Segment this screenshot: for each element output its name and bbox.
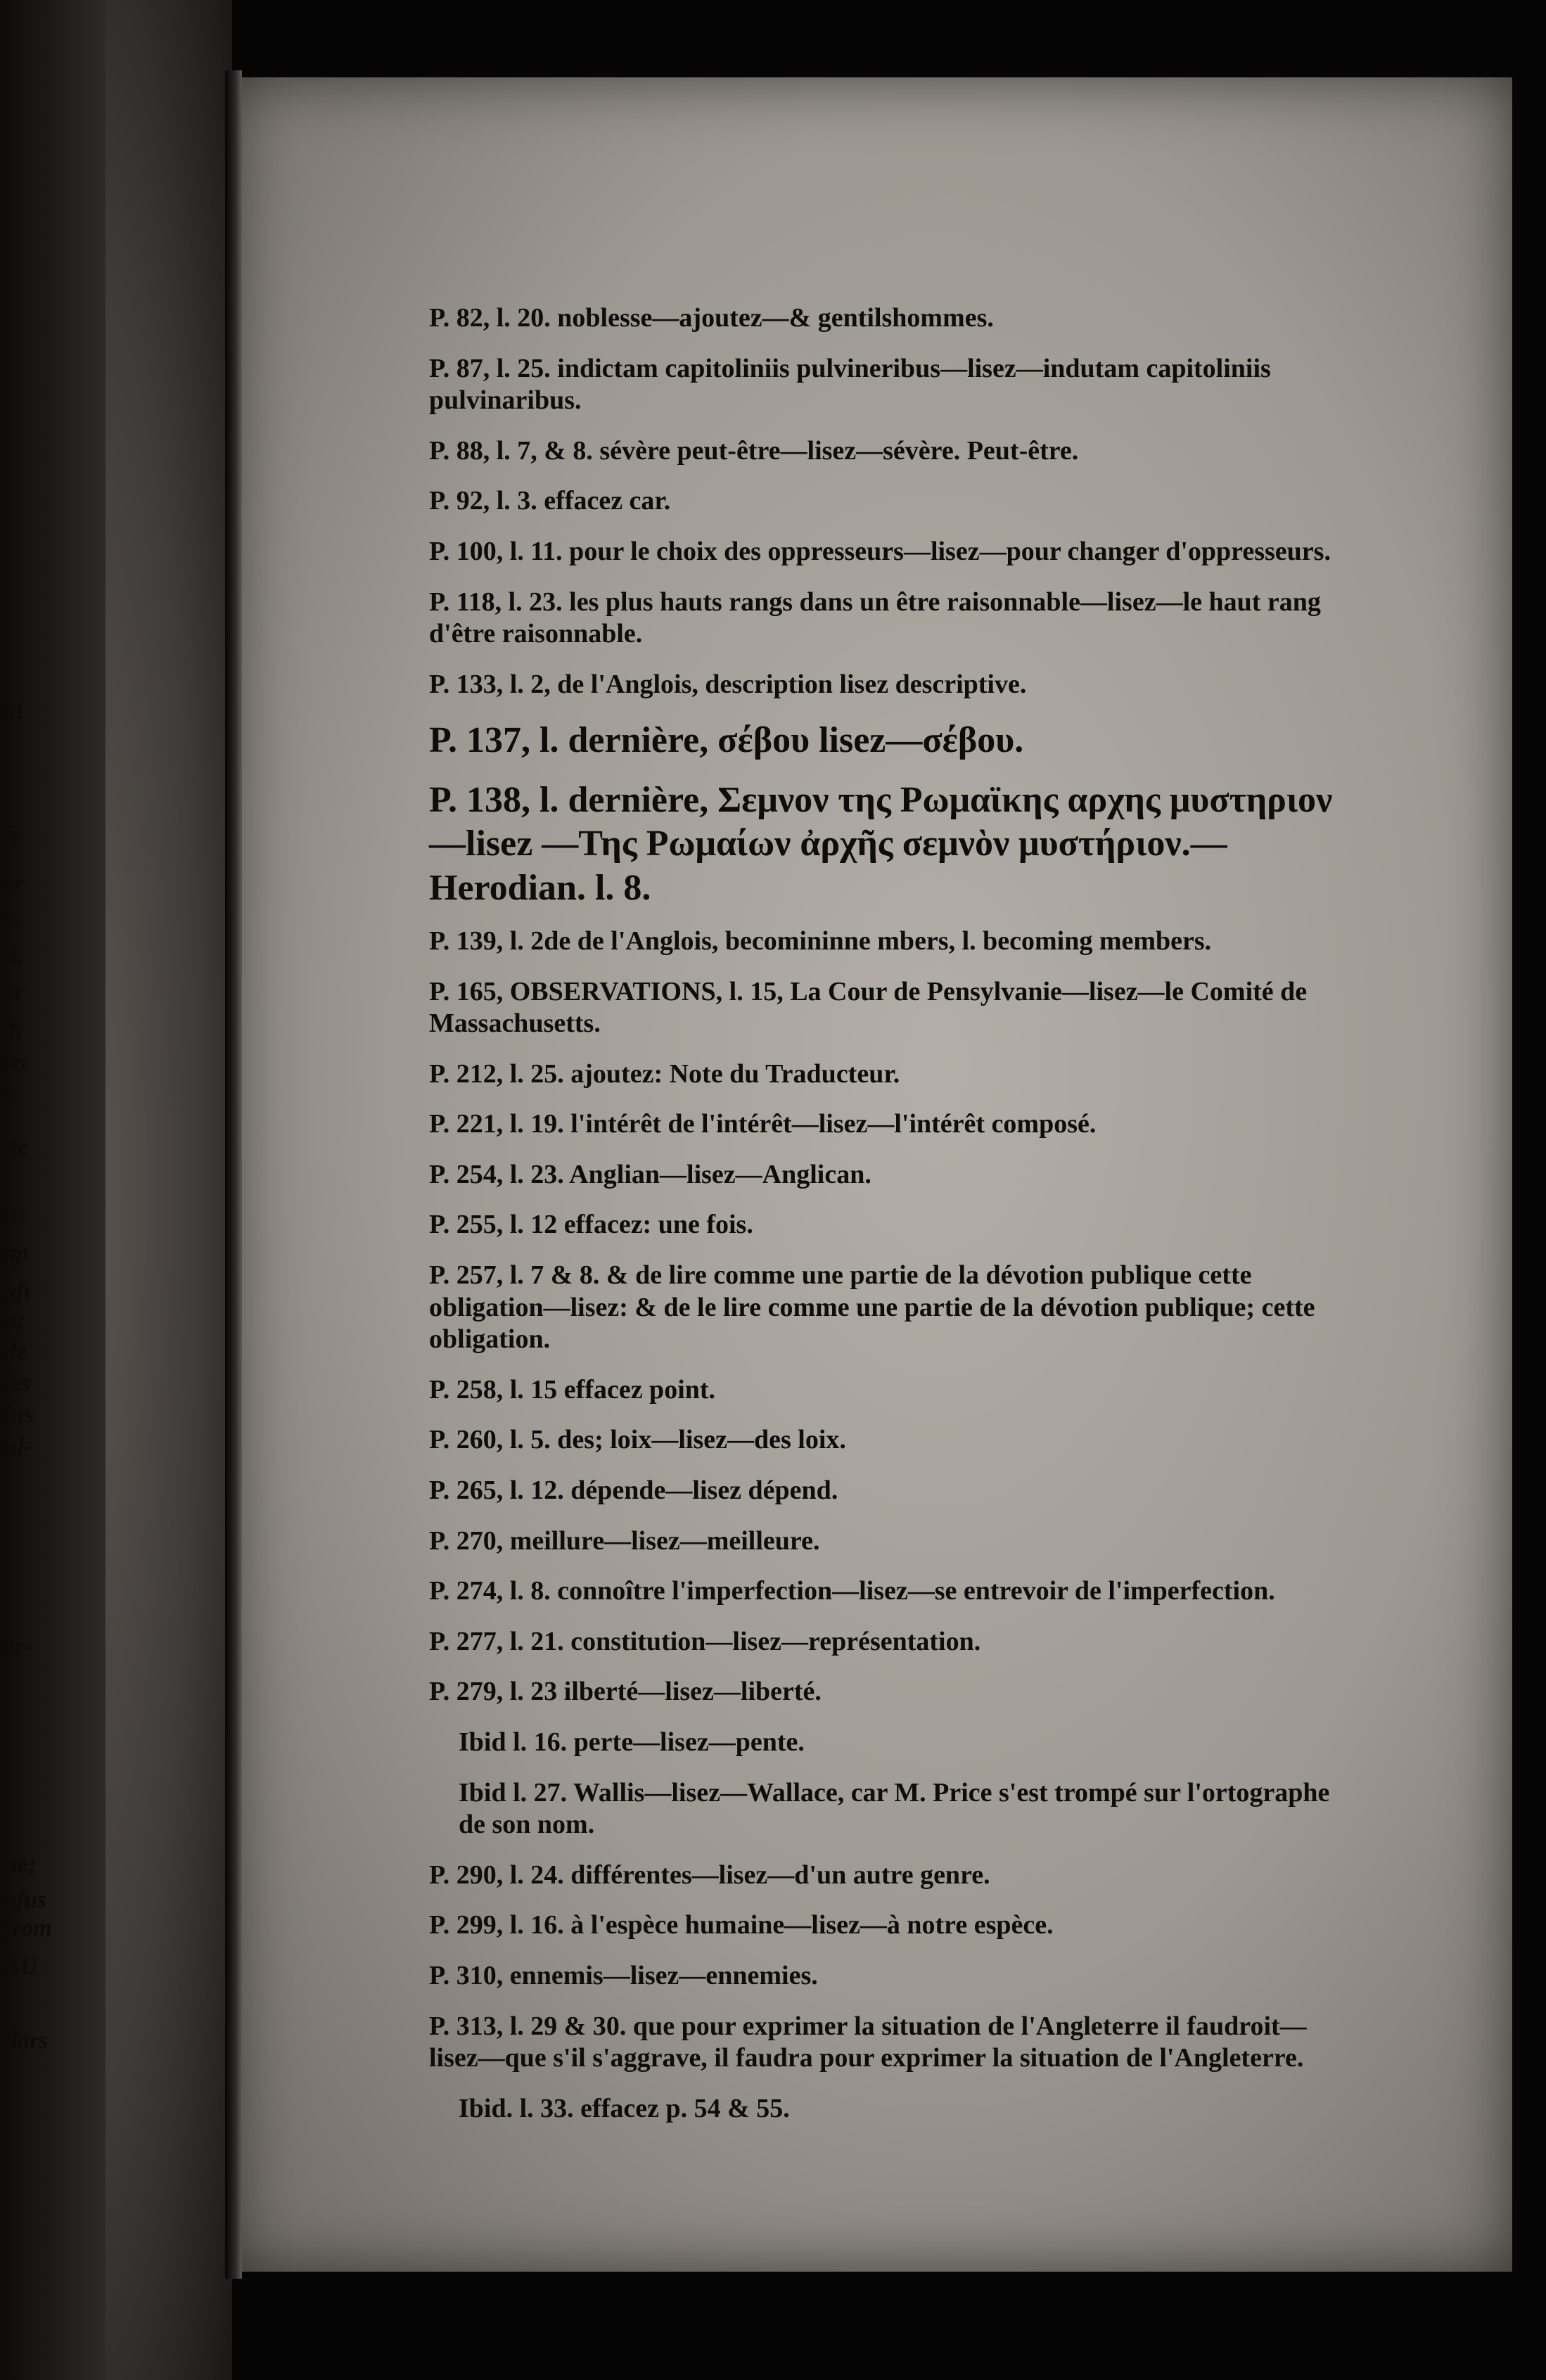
errata-entry: P. 139, l. 2de de l'Anglois, becomininne mbers, l. becoming members. bbox=[429, 926, 1212, 956]
facing-page-fragment: er bbox=[4, 980, 25, 1006]
errata-entry: P. 165, OBSERVATIONS, l. 15, La Cour de Pensylvanie—lisez—le Comité de Massachusetts. bbox=[429, 976, 1308, 1039]
errata-entry: P. 257, l. 7 & 8. & de lire comme une partie de la dévotion publique cette obligation—lisez: & de le lire comme une partie de la dévotion publique; cette obligation. bbox=[429, 1260, 1315, 1355]
errata-entry: P. 274, l. 8. connoître l'imperfection—lisez—se entrevoir de l'imperfection. bbox=[429, 1576, 1275, 1606]
facing-page-fragment: ir bbox=[4, 821, 20, 847]
facing-page-fragment: s- bbox=[4, 1082, 22, 1108]
errata-entry: P. 277, l. 21. constitution—lisez—représentation. bbox=[429, 1626, 981, 1656]
facing-page-fragment: ins bbox=[4, 1402, 34, 1428]
errata-entry: P. 265, l. 12. dépende—lisez dépend. bbox=[429, 1476, 838, 1506]
errata-entry: P. 88, l. 7, & 8. sévère peut-être—lisez—sévère. Peut-être. bbox=[429, 435, 1079, 466]
errata-entry: P. 212, l. 25. ajoutez: Note du Traducteur. bbox=[429, 1058, 900, 1089]
facing-page-fragment: from bbox=[4, 1915, 52, 1941]
facing-page-fragment: er- bbox=[4, 1634, 32, 1660]
errata-entry: P. 255, l. 12 effacez: une fois. bbox=[429, 1210, 753, 1240]
errata-entry: P. 87, l. 25. indictam capitoliniis pulvineribus—lisez—indutam capitoliniis pulvinaribus. bbox=[429, 353, 1271, 416]
errata-entry: P. 299, l. 16. à l'espèce humaine—lisez—à notre espèce. bbox=[429, 1910, 1054, 1940]
facing-page-fragment: s- bbox=[4, 906, 22, 932]
errata-entry: P. 82, l. 20. noblesse—ajoutez—& gentilshommes. bbox=[429, 303, 994, 333]
facing-page-fragment: llars bbox=[4, 2028, 49, 2054]
facing-page-fragment: T, bbox=[4, 1018, 23, 1044]
facing-page-fragment: n, bbox=[4, 941, 24, 967]
errata-entry: P. 100, l. 11. pour le choix des oppresseurs—lisez—pour changer d'oppresseurs. bbox=[429, 536, 1331, 566]
errata-entry: P. 133, l. 2, de l'Anglois, description lisez descriptive. bbox=[429, 669, 1027, 699]
errata-entry: P. 290, l. 24. différentes—lisez—d'un autre genre. bbox=[429, 1860, 990, 1890]
errata-entry: Ibid l. 16. perte—lisez—pente. bbox=[459, 1727, 805, 1757]
errata-entry: P. 92, l. 3. effacez car. bbox=[429, 486, 671, 516]
facing-page-fragment: n; bbox=[4, 1307, 26, 1333]
errata-entry: P. 310, ennemis—lisez—ennemies. bbox=[429, 1960, 818, 1990]
errata-entry: Ibid l. 27. Wallis—lisez—Wallace, car M. Price s'est trompé sur l'ortographe de son nom. bbox=[459, 1777, 1330, 1840]
facing-page-fragment: AU bbox=[4, 1954, 38, 1980]
facing-page-fragment: ro bbox=[4, 1050, 26, 1076]
facing-page-fragment: u- bbox=[4, 1201, 26, 1227]
facing-page-edge bbox=[0, 0, 106, 2380]
facing-page-fragment: les bbox=[4, 1370, 31, 1396]
errata-entry: P. 137, l. dernière, σέβου lisez—σέβου. bbox=[429, 720, 1024, 761]
errata-entry: P. 270, meillure—lisez—meilleure. bbox=[429, 1525, 820, 1556]
errata-list bbox=[428, 302, 1342, 2143]
facing-page-fragment: de bbox=[4, 1338, 27, 1364]
errata-entry: P. 221, l. 19. l'intérêt de l'intérêt—lisez—l'intérêt composé. bbox=[429, 1109, 1097, 1139]
book-gutter bbox=[225, 70, 242, 2279]
errata-entry: Ibid. l. 33. effacez p. 54 & 55. bbox=[459, 2093, 790, 2123]
facing-page-fragment: ni bbox=[3, 698, 23, 724]
facing-page-fragment: ap bbox=[4, 1240, 28, 1266]
facing-page-fragment: ite bbox=[4, 1134, 28, 1160]
facing-page-fragment: er bbox=[4, 871, 25, 897]
facing-page-fragment: ne; bbox=[4, 1852, 37, 1878]
errata-entry: P. 138, l. dernière, Σεμνον της Ρωμαϊκης αρχης μυστηριον—lisez —Της Ρωμαίων ἀρχῆς σεμνὸν μυστήριον.—Herodian. l. 8. bbox=[429, 779, 1333, 908]
facing-page-fragment: ul- bbox=[4, 1433, 32, 1459]
facing-page-fragment: ofus bbox=[4, 1887, 47, 1913]
facing-page-fragment: aft bbox=[4, 1279, 31, 1305]
errata-entry: P. 313, l. 29 & 30. que pour exprimer la situation de l'Angleterre il faudroit—lisez—que s'il s'aggrave, il faudra pour exprimer la situation de l'Angleterre. bbox=[429, 2011, 1307, 2073]
errata-entry: P. 254, l. 23. Anglian—lisez—Anglican. bbox=[429, 1159, 871, 1189]
errata-entry: P. 260, l. 5. des; loix—lisez—des loix. bbox=[429, 1425, 846, 1455]
errata-entry: P. 258, l. 15 effacez point. bbox=[429, 1374, 716, 1405]
errata-entry: P. 279, l. 23 ilberté—lisez—liberté. bbox=[429, 1677, 822, 1707]
errata-entry: P. 118, l. 23. les plus hauts rangs dans un être raisonnable—lisez—le haut rang d'être raisonnable. bbox=[429, 587, 1321, 649]
